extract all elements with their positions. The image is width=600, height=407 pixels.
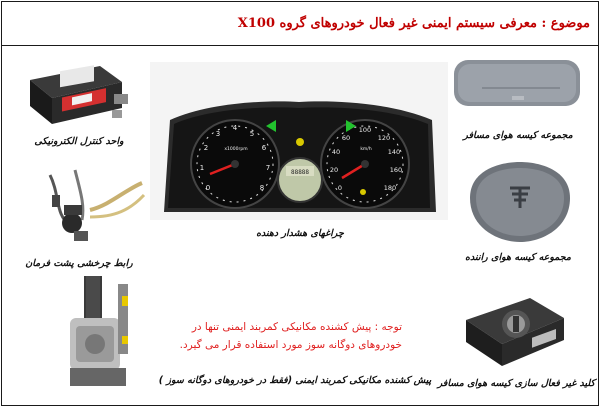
ecu-caption: واحد کنترل الکترونیکی <box>34 136 124 147</box>
page-title: موضوع : معرفی سیستم ایمنی غیر فعال خودروهای گروه X100 <box>237 16 590 31</box>
svg-text:120: 120 <box>377 134 391 142</box>
svg-text:km/h: km/h <box>360 147 372 152</box>
svg-text:1: 1 <box>199 164 205 172</box>
svg-text:5: 5 <box>249 130 255 138</box>
clock-spring-caption: رابط چرخشی پشت فرمان <box>25 258 133 269</box>
svg-text:100: 100 <box>358 126 372 134</box>
svg-text:7: 7 <box>265 164 271 172</box>
svg-text:x1000rpm: x1000rpm <box>224 147 248 152</box>
svg-text:4: 4 <box>232 124 238 132</box>
svg-text:20: 20 <box>329 166 339 174</box>
svg-text:0: 0 <box>337 184 343 192</box>
svg-text:40: 40 <box>331 148 341 156</box>
deactivation-key-caption: کلید غیر فعال سازی کیسه هوای مسافر <box>437 378 595 389</box>
svg-text:0: 0 <box>205 184 211 192</box>
pretensioner-image <box>62 276 162 388</box>
svg-text:2: 2 <box>203 144 209 152</box>
warning-lights-caption: چراغهای هشدار دهنده <box>256 228 344 239</box>
note-line-1: توجه : پیش کشنده مکانیکی کمربند ایمنی تنها در <box>191 321 402 333</box>
svg-text:3: 3 <box>215 130 221 138</box>
driver-airbag-caption: مجموعه کیسه هوای راننده <box>465 252 571 263</box>
note-line-2: خودروهای دوگانه سوز مورد استفاده قرار می گیرد. <box>179 339 402 351</box>
svg-text:140: 140 <box>387 148 401 156</box>
driver-airbag-image <box>460 158 580 244</box>
svg-text:60: 60 <box>341 134 351 142</box>
passenger-airbag-caption: مجموعه کیسه هوای مسافر <box>463 130 573 141</box>
deactivation-key-image <box>460 290 570 370</box>
svg-text:180: 180 <box>383 184 397 192</box>
passenger-airbag-image <box>452 58 582 108</box>
header-divider <box>1 45 599 46</box>
instrument-cluster-image <box>150 62 448 220</box>
svg-text:6: 6 <box>261 144 267 152</box>
svg-text:88888: 88888 <box>290 169 310 176</box>
clock-spring-image <box>30 165 150 250</box>
ecu-image <box>22 58 134 130</box>
pretensioner-note <box>164 318 402 354</box>
pretensioner-caption: پیش کشنده مکانیکی کمربند ایمنی (فقط در خودروهای دوگانه سوز ) <box>158 375 432 386</box>
svg-text:8: 8 <box>259 184 265 192</box>
svg-text:160: 160 <box>389 166 403 174</box>
